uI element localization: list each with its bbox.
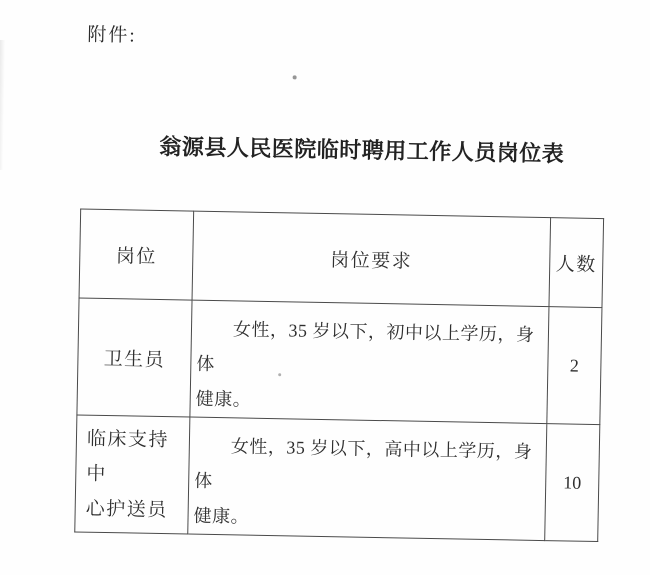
scan-edge-smudge xyxy=(0,40,5,170)
position-name-line: 心护送员 xyxy=(85,498,168,521)
column-header-position: 岗位 xyxy=(79,209,194,300)
requirement-line: 健康。 xyxy=(193,505,250,527)
requirement-line: 女性，35 岁以下，高中以上学历，身体 xyxy=(194,436,533,491)
position-name: 卫生员 xyxy=(103,348,166,371)
position-cell xyxy=(75,415,190,534)
position-name-line: 临床支持中 xyxy=(86,428,170,485)
requirement-line: 女性，35 岁以下，初中以上学历，身体 xyxy=(196,319,535,374)
position-table xyxy=(74,209,604,543)
count-cell: 10 xyxy=(545,424,600,542)
requirement-cell xyxy=(190,300,549,424)
position-cell xyxy=(77,298,192,417)
requirement-cell xyxy=(188,417,547,541)
table-row xyxy=(77,298,602,425)
table-header-row xyxy=(79,209,604,308)
document-title: 翁源县人民医院临时聘用工作人员岗位表 xyxy=(159,133,565,167)
count-cell: 2 xyxy=(547,307,602,425)
column-header-requirements: 岗位要求 xyxy=(192,211,551,307)
requirement-line: 健康。 xyxy=(195,388,252,410)
scan-speck xyxy=(293,75,297,79)
attachment-label: 附件: xyxy=(87,24,137,47)
table-row xyxy=(75,415,600,542)
column-header-count: 人数 xyxy=(549,218,604,308)
